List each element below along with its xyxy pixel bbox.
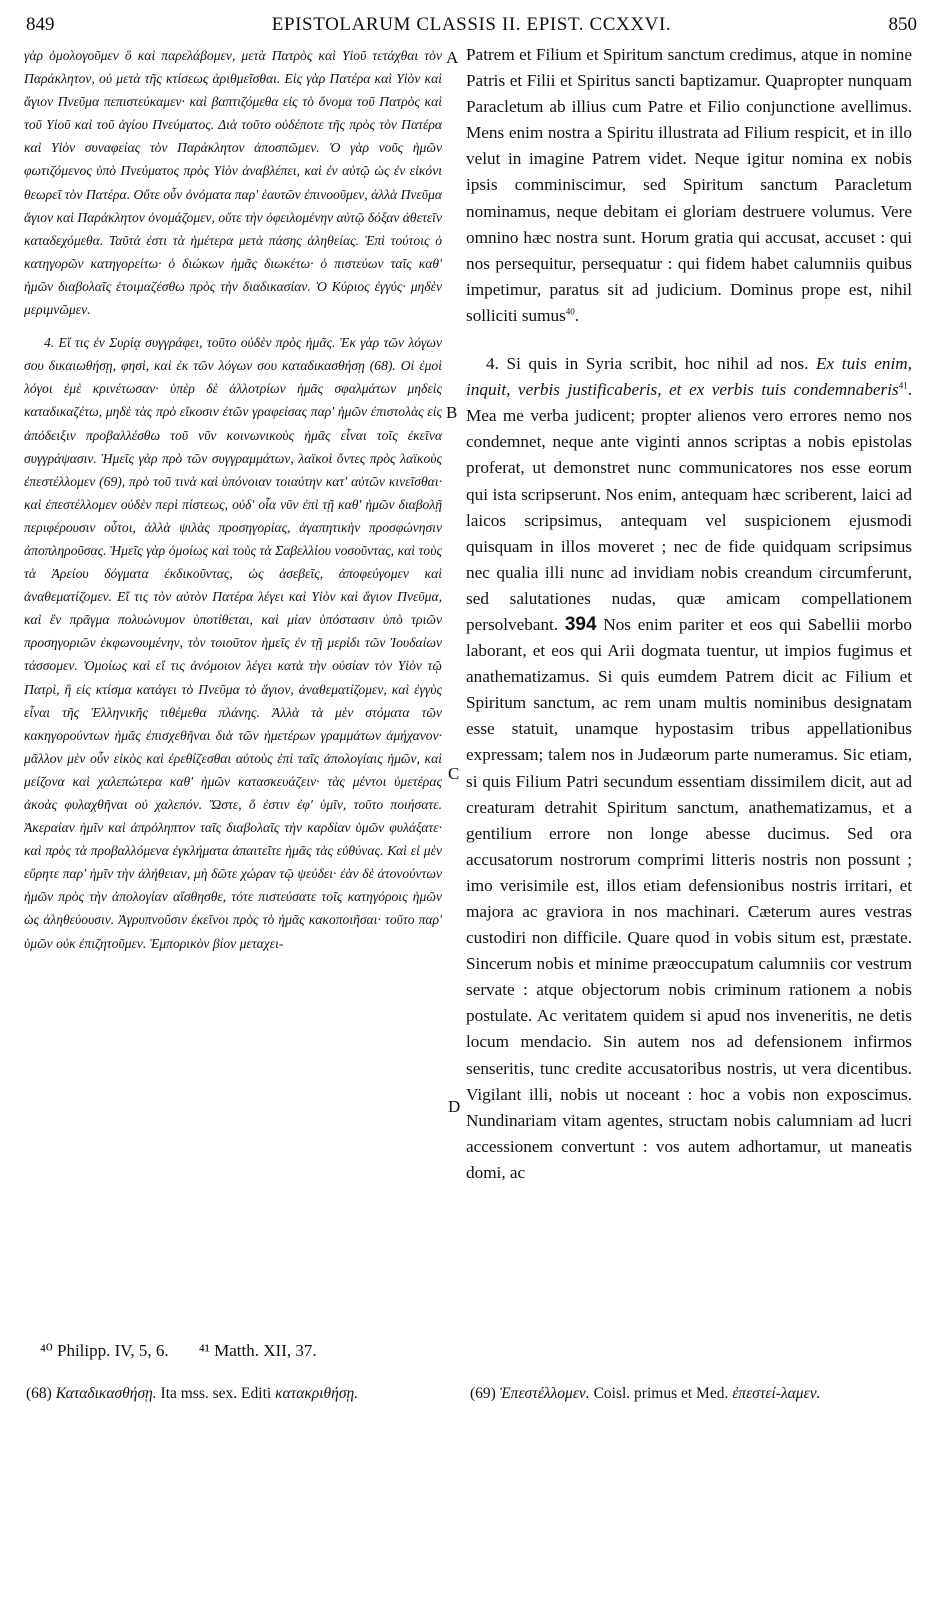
latin-p2-middle: . Mea me verba judicent; propter alienos vero errores nemo nos condemnet, neque ante viginti annos scriptas a nobis epistolas proferat, ut demonstret nunc communicatores nos esse eorum qui ista scripserunt. Nos enim, antequam hæc scriberent, laici ad laicos scripsimus, antequam vel suspicionem ejusmodi quisquam in illos moveret ; nec de fide quidquam scripsimus nec qualia illi nunc ad invidiam nobis creandum circumferunt, sed salutationes nudas, quæ amicam compellationem persolvebant. (466, 380, 912, 634)
scripture-footnotes (40, 1341, 740, 1361)
margin-letter-c: C (448, 764, 460, 783)
footnote-68-greek: Καταδικασθήσῃ. (55, 1385, 157, 1402)
latin-p1-text: Patrem et Filium et Spiritum sanctum credimus, atque in nomine Patris et Filii et Spiritus sancti baptizamur. Quapropter nunquam Paracletum ab illius cum Patre et Filio conjunctione avellimus. Mens enim nostra a Spiritu illustrata ad Filium respicit, et in illo velut in imagine Patrem videt. Neque igitur nomina ex nobis ipsis comminiscimur, sed Spiritum sanctum Paracletum nominamus, neque debitam ei gloriam destruere volumus. Vere omnino hæc nostra sunt. Horum gratia qui accusat, accuset : qui nos persequitur, persequatur : qui fidem habet calumniis quibus impetimur, paratus sit ad judicium. Dominus prope est, nihil solliciti sumus (466, 45, 912, 325)
page-number-right: 850 (888, 14, 917, 35)
footnote-68-greek-variant: κατακριθήσῃ. (275, 1385, 359, 1402)
page-number-left: 849 (26, 14, 55, 35)
margin-letter-a: A (446, 48, 459, 67)
latin-paragraph-2 (466, 351, 912, 1186)
margin-letter-b: B (446, 403, 458, 422)
note-ref-41: 41 (898, 380, 908, 391)
footnote-40: ⁴⁰ Philipp. IV, 5, 6. (40, 1341, 169, 1360)
footnote-41: ⁴¹ Matth. XII, 37. (198, 1341, 317, 1360)
footnote-69-label: (69) (470, 1385, 500, 1402)
page-header (26, 14, 917, 40)
note-ref-40: 40 (565, 306, 575, 317)
latin-p2-end: Nos enim pariter et eos qui Sabellii morbo laborant, et eos qui Arii dogmata tuentur, ut impios fugimus et anathematizamus. Si quis eumdem Patrem dicit ac Filium et Spiritum sanctum, ac rem unam multis nominibus designatam esse statuit, unamque hypostasim tribus appellationibus expressam; talem nos in Judæorum parte numeramus. Sic etiam, si quis Filium Patri secundum essentiam dissimilem dicit, aut ad creaturam detrahit Spiritum sanctum, anathematizamus, et a gentilium errore non longe abesse ducimus. Sed ora accusatorum nostrorum comprimi litteris nostris non possunt ; imo verisimile est, illos etiam defensionibus nostris irritari, et majora ac graviora in nos machinari. Cæterum aures vestras custodiri non difficile. Quare quod in vobis situm est, præstate. Sincerum nobis et minime præoccupatum calumniis cor vestrum servate : atque objectorum nobis criminum rationem a nobis postulate. Ac veritatem quidem si apud nos inveneritis, ne detis locum mendacio. Sin autem nos ad defensionem infirmos senseritis, tunc credite accusatoribus nostris, ut vera dicentibus. Vigilant illi, nobis ut noceant : hoc a vobis non exposcimus. Nundinariam vitam agentes, structam nobis calumniam ad lucri accessionem convertunt : vos autem adhortamur, ut maneatis domi, ac (466, 614, 912, 1182)
greek-column (24, 44, 442, 1316)
footnote-68-label: (68) (26, 1385, 56, 1402)
column-reference-394: 394 (564, 613, 597, 635)
footnote-68 (26, 1383, 446, 1405)
footnote-69-greek-variant: ἐπεστεί-λαμεν. (732, 1385, 821, 1402)
footnote-69 (470, 1383, 910, 1405)
footnote-69-greek: Ἐπεστέλλομεν. (499, 1385, 590, 1402)
latin-p2-start: 4. Si quis in Syria scribit, hoc nihil ad nos. (486, 354, 817, 374)
scripture-quote: Ex tuis enim, inquit, verbis justificaberis, et ex verbis tuis condemnaberis (466, 354, 912, 400)
latin-paragraph-1: Patrem et Filium et Spiritum sanctum credimus, atque in nomine Patris et Filii et Spiritus sancti baptizamur. Quapropter nunquam Paracletum ab illius cum Patre et Filio conjunctione avellimus. Mens enim nostra a Spiritu illustrata ad Filium respicit, et in illo velut in imagine Patrem videt. Neque igitur nomina ex nobis ipsis comminiscimur, sed Spiritum sanctum Paracletum nominamus, neque debitam ei gloriam destruere volumus. Vere omnino hæc nostra sunt. Horum gratia qui accusat, accuset : qui nos persequitur, persequatur : qui fidem habet calumniis quibus impetimur, paratus sit ad judicium. Dominus prope est, nihil solliciti sumus$^{40}$. (466, 45, 912, 325)
greek-paragraph-1: γὰρ ὁμολογοῦμεν ὃ καὶ παρελάβομεν, μετὰ Πατρὸς καὶ Υἱοῦ τετάχθαι τὸν Παράκλητον, οὐ μετὰ τῆς κτίσεως ἀριθμεῖσθαι. Εἰς γὰρ Πατέρα καὶ Υἱὸν καὶ ἅγιον Πνεῦμα πεπιστεύκαμεν· καὶ βαπτιζόμεθα εἰς τὸ ὄνομα τοῦ Πατρὸς καὶ τοῦ Υἱοῦ καὶ τοῦ ἁγίου Πνεύματος. Διὰ τοῦτο οὐδέποτε τῆς πρὸς τὸν Πατέρα καὶ Υἱὸν συναφείας τὸν Παράκλητον ἀποσπῶμεν. Ὁ γὰρ νοῦς ἡμῶν φωτιζόμενος ὑπὸ Πνεύματος πρὸς Υἱὸν ἀναβλέπει, καὶ ἐν αὐτῷ ὡς ἐν εἰκόνι θεωρεῖ τὸν Πατέρα. Οὔτε οὖν ὀνόματα παρ' ἑαυτῶν ἐπινοοῦμεν, ἀλλὰ Πνεῦμα ἅγιον καὶ Παράκλητον ὀνομάζομεν, οὔτε τὴν ὀφειλομένην αὐτῷ δόξαν ἀθετεῖν καταδεχόμεθα. Ταῦτά ἐστι τὰ ἡμέτερα μετὰ πάσης ἀληθείας. Ἐπὶ τούτοις ὁ κατηγορῶν κατηγορείτω· ὁ διώκων ἡμᾶς διωκέτω· ὁ πιστεύων ταῖς καθ' ἡμῶν διαβολαῖς ἑτοιμαζέσθω πρὸς τὴν διαδικασίαν. Ὁ Κύριος ἐγγύς· μηδὲν μεριμνῶμεν. (24, 48, 442, 318)
running-title: EPISTOLARUM CLASSIS II. EPIST. CCXXVI. (271, 14, 672, 35)
footnote-69-text: Coisl. primus et Med. (589, 1385, 733, 1402)
latin-column (466, 42, 912, 1314)
footnote-68-text: Ita mss. sex. Editi (156, 1385, 276, 1402)
margin-letter-d: D (448, 1097, 461, 1116)
greek-paragraph-2: 4. Εἴ τις ἐν Συρίᾳ συγγράφει, τοῦτο οὐδὲν πρὸς ἡμᾶς. Ἐκ γὰρ τῶν λόγων σου δικαιωθήσῃ, φησὶ, καὶ ἐκ τῶν λόγων σου καταδικασθήσῃ (68). Οἱ ἐμοὶ λόγοι ἐμὲ κρινέτωσαν· ὑπὲρ δὲ ἀλλοτρίων ἡμᾶς σφαλμάτων μηδεὶς καταδικαζέτω, μηδὲ τὰς πρὸ εἴκοσιν ἐτῶν γραφείσας παρ' ἡμῶν ἐπιστολὰς εἰς ἀπόδειξιν προβαλλέσθω τοῦ νῦν κοινωνικοὺς ἡμᾶς εἶναι τοῖς ἐκεῖνα συγγράψασιν. Ἡμεῖς γὰρ πρὸ τῶν συγγραμμάτων, λαϊκοὶ ὄντες πρὸς λαϊκοὺς ἐπεστέλλομεν (69), πρὸ τοῦ τινὰ καὶ ὑπόνοιαν τοιαύτην κατ' αὐτῶν κινεῖσθαι· καὶ ἐπεστέλλομεν οὐδὲν περὶ πίστεως, οὐδ' οἷα νῦν ἐπὶ τῇ καθ' ἡμῶν διαβολῇ περιφέρουσιν οὗτοι, ἀλλὰ ψιλὰς προσηγορίας, ἀγαπητικὴν προσφώνησιν ἀποπληροῦσας. Ἡμεῖς γὰρ ὁμοίως καὶ τοὺς τὰ Σαβελλίου νοσοῦντας, καὶ τοὺς τὰ Ἀρείου δόγματα ἐκδικοῦντας, ὡς ἀσεβεῖς, ἀποφεύγομεν καὶ ἀναθεματίζομεν. Εἴ τις τὸν αὐτὸν Πατέρα λέγει καὶ Υἱὸν καὶ ἅγιον Πνεῦμα, καὶ ἓν πρᾶγμα πολυώνυμον ὑποτίθεται, καὶ μίαν ὑπόστασιν ὑπὸ τριῶν προσηγοριῶν ἐκφωνουμένην, τὸν τοιοῦτον ἡμεῖς ἐν τῇ μερίδι τῶν Ἰουδαίων τάσσομεν. Ὁμοίως καὶ εἴ τις ἀνόμοιον λέγει κατὰ τὴν οὐσίαν τὸν Υἱὸν τῷ Πατρὶ, ἢ εἰς κτίσμα κατάγει τὸ Πνεῦμα τὸ ἅγιον, ἀναθεματίζομεν, καὶ ἐγγὺς εἶναι τῆς Ἑλληνικῆς τιθέμεθα πλάνης. Ἀλλὰ τὰ μὲν στόματα τῶν κακηγορούντων ἡμᾶς ἐπισχεθῆναι διὰ τῶν ἡμετέρων γραμμάτων ἀμήχανον· μᾶλλον μὲν οὖν εἰκὸς καὶ ἐρεθίζεσθαι αὐτοὺς ἐπὶ ταῖς ἀπολογίαις ἡμῶν, καὶ μείζονα καὶ χαλεπώτερα καθ' ἡμῶν κατασκευάζειν· τὰς μέντοι ὑμετέρας ἀκοὰς φυλαχθῆναι οὐ χαλεπόν. Ὥστε, ὅ ἐστιν ἐφ' ὑμῖν, τοῦτο ποιήσατε. Ἀκεραίαν ἡμῖν καὶ ἀπρόληπτον ταῖς διαβολαῖς τὴν καρδίαν ὑμῶν φυλάξατε· καὶ πρὸς τὰ προβαλλόμενα ἐγκλήματα ἀπαιτεῖτε ἡμᾶς τὰς εὐθύνας. Καὶ εἰ μὲν εὕρητε παρ' ἡμῖν τὴν ἀλήθειαν, μὴ δῶτε χώραν τῷ ψεύδει· ἐὰν δὲ ἀτονούντων ἡμῶν πρὸς τὴν ἀπολογίαν αἴσθησθε, τότε πιστεύσατε τοῖς κατηγόροις ἡμῶν ὡς ἀληθεύουσιν. Ἀγρυπνοῦσιν ἐκεῖνοι πρὸς τὸ ἡμᾶς κακοποιῆσαι· τοῦτο παρ' ὑμῶν οὐκ ἐπιζητοῦμεν. Ἐμπορικὸν βίον μεταχει- (24, 335, 442, 951)
